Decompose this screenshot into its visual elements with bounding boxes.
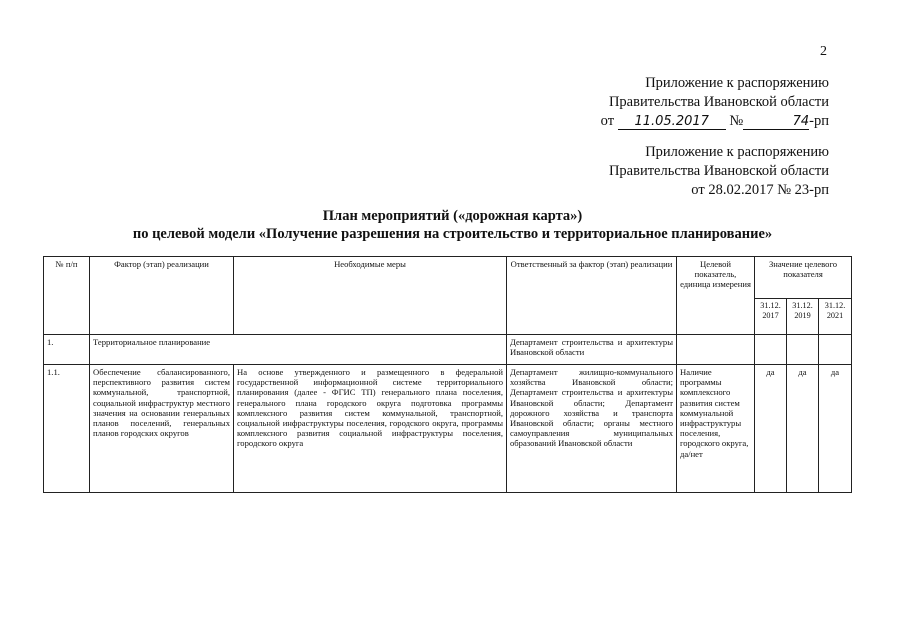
annex-original-line2: Правительства Ивановской области [608, 163, 829, 179]
handwritten-date: 11.05.2017 [618, 115, 726, 130]
date-prefix: от [600, 113, 615, 129]
annex-line1: Приложение к распоряжению [645, 75, 829, 91]
row-responsible: Департамент строительства и архитектуры Ивановской области [507, 335, 677, 365]
row-value-2017: да [755, 365, 787, 493]
handwritten-number: 74 [743, 115, 809, 130]
row-value-2021 [819, 335, 852, 365]
row-factor: Территориальное планирование [90, 335, 507, 365]
page-number: 2 [820, 44, 827, 59]
header-year-2017: 31.12. 2017 [755, 299, 787, 335]
row-value-2021: да [819, 365, 852, 493]
header-year-2021: 31.12. 2021 [819, 299, 852, 335]
header-responsible: Ответственный за фактор (этап) реализации [507, 257, 677, 335]
annex-line2: Правительства Ивановской области [608, 94, 829, 110]
header-year-2019: 31.12. 2019 [787, 299, 819, 335]
row-factor: Обеспечение сбалансированного, перспективного развития систем коммунальной, транспортной, социальной инфраструктур местного значения на основании генеральных планов поселений, генеральных планов городских округов [90, 365, 234, 493]
annex-header-current [601, 74, 829, 131]
row-num: 1.1. [44, 365, 90, 493]
row-indicator [677, 335, 755, 365]
annex-original-line1: Приложение к распоряжению [645, 144, 829, 160]
number-suffix: -рп [809, 113, 829, 129]
roadmap-table [43, 256, 852, 493]
row-num: 1. [44, 335, 90, 365]
header-num: № п/п [44, 257, 90, 335]
document-title [0, 207, 905, 243]
number-sign: № [729, 113, 744, 129]
annex-header-original [609, 143, 829, 200]
header-value-group: Значение целевого показателя [755, 257, 852, 299]
annex-original-line3: от 28.02.2017 № 23-рп [691, 182, 829, 198]
row-indicator: Наличие программы комплексного развития систем коммунальной инфраструктуры поселения, городского округа, да/нет [677, 365, 755, 493]
title-line1: План мероприятий («дорожная карта») [322, 208, 583, 224]
header-indicator: Целевой показатель, единица измерения [677, 257, 755, 335]
row-value-2019 [787, 335, 819, 365]
header-measures: Необходимые меры [234, 257, 507, 335]
table-row [44, 365, 852, 493]
row-responsible: Департамент жилищно-коммунального хозяйства Ивановской области; Департамент строительства и архитектуры Ивановской области; Департамент дорожного хозяйства и транспорта Ивановской области; органы местного самоуправления муниципальных образований Ивановской области [507, 365, 677, 493]
annex-date-line [601, 112, 829, 131]
table-row [44, 335, 852, 365]
row-measures: На основе утвержденного и размещенного в федеральной государственной информационной системе территориального планирования (далее - ФГИС ТП) генерального плана поселения, генерального плана городского округа подготовка программы комплексного развития систем коммунальной, транспортной, социальной инфраструктуры поселения, городского округа, программы комплексного развития социальной инфраструктуры поселения, городского округа [234, 365, 507, 493]
header-factor: Фактор (этап) реализации [90, 257, 234, 335]
title-line2: по целевой модели «Получение разрешения на строительство и территориальное планирование» [132, 226, 773, 242]
row-value-2019: да [787, 365, 819, 493]
row-value-2017 [755, 335, 787, 365]
